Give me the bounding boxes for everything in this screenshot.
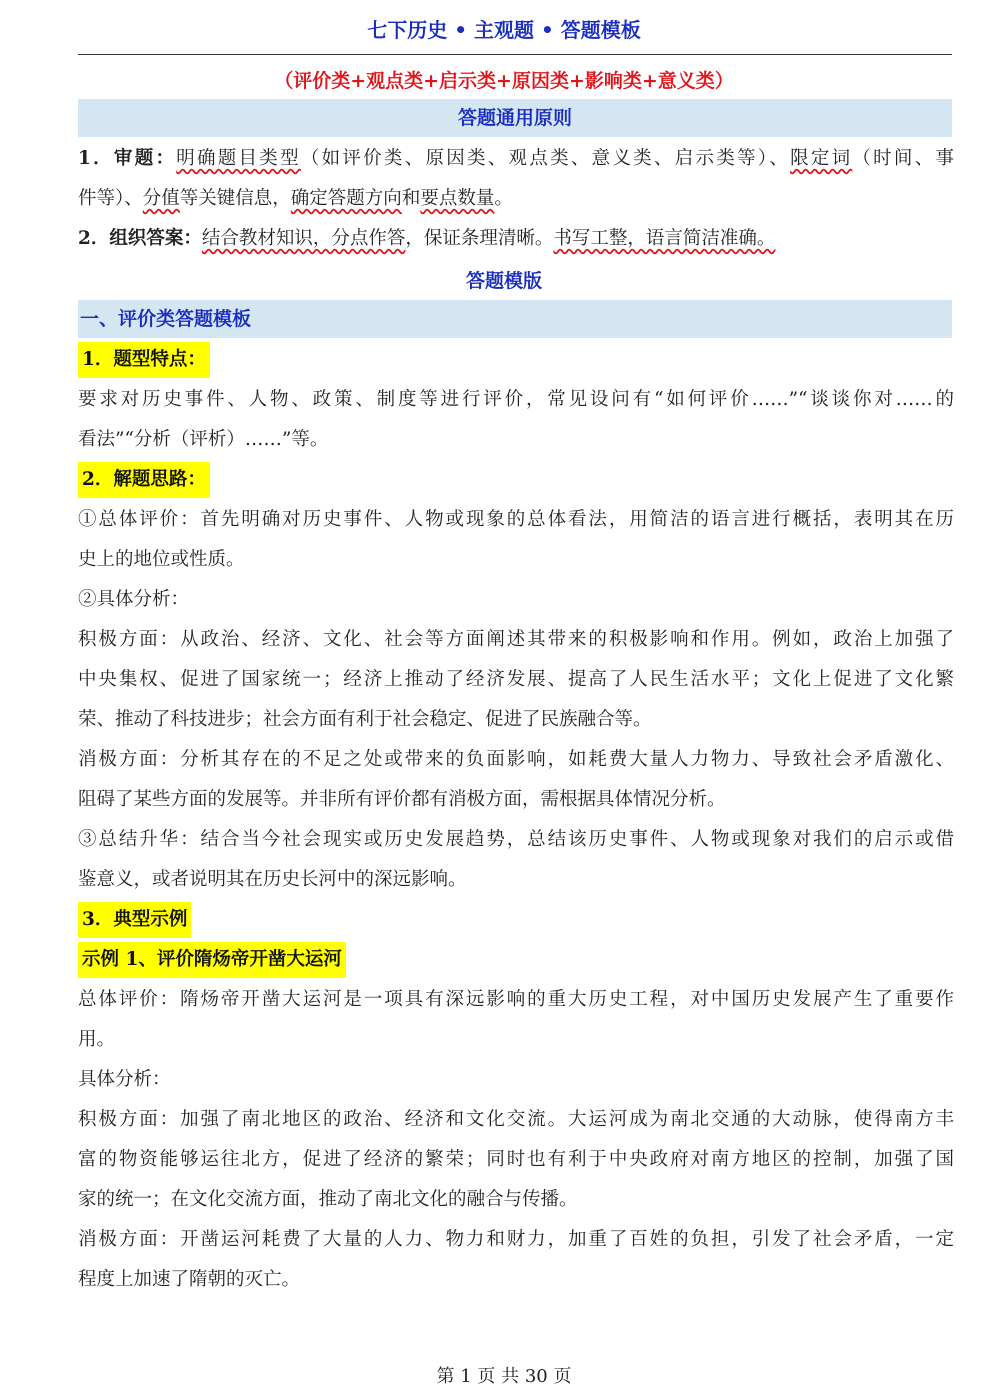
principle-1-text: （如评价类、原因类、观点类、意义类、启示类等）、 [300,148,791,169]
subheading-approach: 2．解题思路： [78,462,210,498]
page-subtitle: （评价类+观点类+启示类+原因类+影响类+意义类） [274,70,734,92]
principles-heading: 答题通用原则 [78,99,952,137]
principle-2-number: 2． [78,228,110,249]
paragraph-line: 积极方面：从政治、经济、文化、社会等方面阐述其带来的积极影响和作用。例如，政治上加强了 [78,629,954,650]
paragraph-line: 消极方面：开凿运河耗费了大量的人力、物力和财力，加重了百姓的负担，引发了社会矛盾，一定 [78,1229,954,1250]
principle-1-text: 。 [494,188,513,209]
title-divider [78,54,952,55]
principle-1-label: 审题： [113,148,177,169]
paragraph-line: 阻碍了某些方面的发展等。并非所有评价都有消极方面，需根据具体情况分析。 [78,789,726,810]
principle-2-text: ，保证条理清晰。 [405,228,554,249]
principle-1-text: 和 [401,188,421,209]
paragraph-line: 总体评价：隋炀帝开凿大运河是一项具有深远影响的重大历史工程，对中国历史发展产生了重要作 [78,989,954,1010]
page-title: 七下历史 • 主观题 • 答题模板 [367,18,641,42]
paragraph-line: ③总结升华：结合当今社会现实或历史发展趋势，总结该历史事件、人物或现象对我们的启示或借 [78,829,954,850]
section-heading: 一、评价类答题模板 [78,300,952,338]
paragraph-line: 程度上加速了隋朝的灭亡。 [78,1269,301,1290]
principle-1-number: 1． [78,148,114,169]
paragraph-line: 积极方面：加强了南北地区的政治、经济和文化交流。大运河成为南北交通的大动脉，使得南方丰 [78,1109,954,1130]
principle-1-keyword: 分值 [142,188,180,209]
principle-1-text: 等关键信息， [179,188,291,209]
example-title: 示例 1、评价隋炀帝开凿大运河 [78,942,346,978]
principle-1-keyword: 要点数量 [420,188,495,209]
paragraph-line: 家的统一；在文化交流方面，推动了南北文化的融合与传播。 [78,1189,578,1210]
paragraph-line: 用。 [78,1029,116,1050]
paragraph-line: 荣、推动了科技进步；社会方面有利于社会稳定、促进了民族融合等。 [78,709,652,730]
principle-1-line-1 [78,139,954,179]
templates-heading: 答题模版 [465,270,542,292]
principle-2-keyword: 结合教材知识，分点作答 [201,228,406,249]
paragraph-line: 看法”“分析（评析）……”等。 [78,429,329,450]
principle-2-keyword: 书写工整，语言简洁准确。 [553,228,776,249]
principle-1-text: （时间、事 [852,148,954,169]
paragraph-line: 消极方面：分析其存在的不足之处或带来的负面影响，如耗费大量人力物力、导致社会矛盾激化、 [78,749,954,770]
subheading-examples: 3．典型示例 [78,902,191,938]
paragraph-line: ②具体分析： [78,589,190,610]
paragraph-line: 要求对历史事件、人物、政策、制度等进行评价，常见设问有“如何评价……”“谈谈你对……的 [78,389,954,410]
principle-1-keyword: 限定词 [790,148,853,169]
principle-1-keyword: 确定答题方向 [290,188,402,209]
principle-2-line [78,219,954,259]
principle-1-line-2 [78,179,954,219]
principle-1-keyword: 明确题目类型 [176,148,301,169]
paragraph-line: ①总体评价：首先明确对历史事件、人物或现象的总体看法，用简洁的语言进行概括，表明其在历 [78,509,954,530]
paragraph-line: 史上的地位或性质。 [78,549,245,570]
subheading-features: 1．题型特点： [78,342,210,378]
paragraph-line: 鉴意义，或者说明其在历史长河中的深远影响。 [78,869,467,890]
paragraph-line: 中央集权、促进了国家统一；经济上推动了经济发展、提高了人民生活水平；文化上促进了文化繁 [78,669,954,690]
page-number: 第 1 页 共 30 页 [436,1366,572,1387]
paragraph-line: 富的物资能够运往北方，促进了经济的繁荣；同时也有利于中央政府对南方地区的控制，加强了国 [78,1149,954,1170]
principle-2-label: 组织答案： [109,228,202,249]
paragraph-line: 具体分析： [78,1069,171,1090]
principle-1-text: 件等）、 [78,188,143,209]
